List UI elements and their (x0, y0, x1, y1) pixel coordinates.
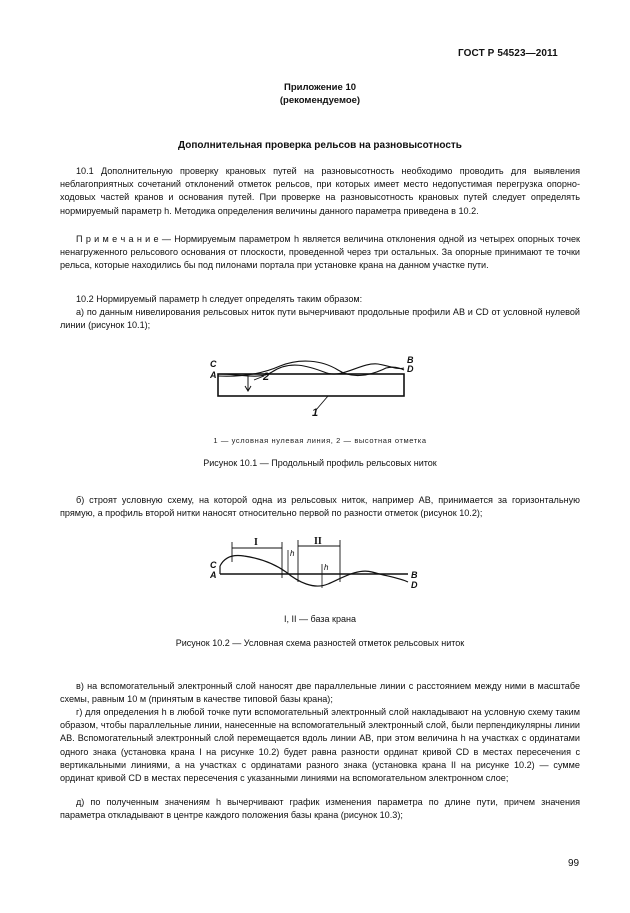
label-d: D (407, 364, 414, 374)
label-d: D (411, 580, 418, 590)
page-number: 99 (568, 858, 580, 869)
label-1: 1 (312, 407, 319, 419)
paragraph-d: д) по полученным значениям h вычерчивают график изменения параметра по длине пути, причем значения параметра откладывают в центре каждого положения базы крана (рисунок 10.3); (60, 797, 580, 821)
paragraph-10-2: 10.2 Нормируемый параметр h следует определять таким образом: (76, 294, 363, 304)
profile-frame (218, 374, 404, 396)
figure-10-1-caption: Рисунок 10.1 — Продольный профиль рельсовых ниток (203, 458, 437, 468)
section-title: Дополнительная проверка рельсов на разновысотность (178, 140, 462, 151)
label-ii: II (314, 536, 322, 547)
figure-10-1-legend: 1 — условная нулевая линия, 2 — высотная отметка (213, 436, 427, 445)
paragraph-g: г) для определения h в любой точке пути вспомогательный электронный слой накладывают на условную схему таким образом, чтобы параллельные линии, нанесенные на вспомогательный электронный слой, были перпендикулярны линии AB. Вспомогательный электронный слой перемещается вдоль линии AB, при этом величина h на участках с ординатами одного знака (установка крана I на рисунке 10.2) будет равна разности ординат кривой CD в местах пересечения с вертикальными линиями, а на участках с ординатами разного знака (установка крана II на рисунке 10.2) — сумме ординат кривой CD в местах пересечения с указанными линиями на вспомогательном электронном слое; (60, 707, 580, 784)
label-i: I (254, 537, 258, 548)
paragraph-a: а) по данным нивелирования рельсовых ниток пути вычерчивают продольные профили AB и CD от условной нулевой линии (рисунок 10.1); (60, 307, 580, 331)
label-a: A (210, 370, 217, 380)
paragraph-b: б) строят условную схему, на которой одна из рельсовых ниток, например AB, принимается за горизонтальную прямую, а профиль второй нитки наносят относительно первой по разности отметок (рисунок 10.2); (60, 495, 580, 519)
figure-10-2 (210, 532, 425, 594)
paragraph-v: в) на вспомогательный электронный слой наносят две параллельные линии с расстоянием между ними в масштабе схемы, равным 10 м (принятым в качестве типовой базы крана); (60, 681, 580, 705)
figure-10-2-caption: Рисунок 10.2 — Условная схема разностей отметок рельсовых ниток (175, 638, 465, 648)
note-paragraph (60, 233, 580, 273)
appendix-subtitle: (рекомендуемое) (279, 95, 361, 106)
note-text: — Нормируемым параметром h является величина отклонения одной из четырех опорных точек ненагруженного рельсового основания от плоскости, проведенной через три остальных. За опорные принимают те точки рельса, которые находились бы под пилонами портала при установке крана на данном участке пути. (60, 234, 580, 271)
note-label: П р и м е ч а н и е (76, 234, 159, 244)
standard-header: ГОСТ Р 54523—2011 (458, 48, 558, 59)
curve-cd (220, 555, 408, 586)
figure-10-2-legend: I, II — база крана (284, 614, 356, 624)
label-c: C (210, 359, 217, 369)
label-h2: h (324, 563, 329, 572)
label-h1: h (290, 549, 295, 558)
label-a: A (210, 570, 217, 580)
label-b: B (411, 570, 418, 580)
label-c: C (210, 560, 217, 570)
label-2: 2 (263, 371, 270, 383)
paragraph-10-1: 10.1 Дополнительную проверку крановых путей на разновысотность необходимо проводить для выявления неблагоприятных сочетаний отклонений отметок рельсов, при которых имеет место недопустимая перегрузка опорно-ходовых частей кранов и основания путей. При проверке на разновысотность крановых путей следует определять нормируемый параметр h. Методика определения величины данного параметра приведена в 10.2. (60, 166, 580, 216)
figure-10-1 (210, 350, 420, 422)
appendix-title: Приложение 10 (283, 82, 357, 93)
label-b: B (407, 355, 414, 365)
